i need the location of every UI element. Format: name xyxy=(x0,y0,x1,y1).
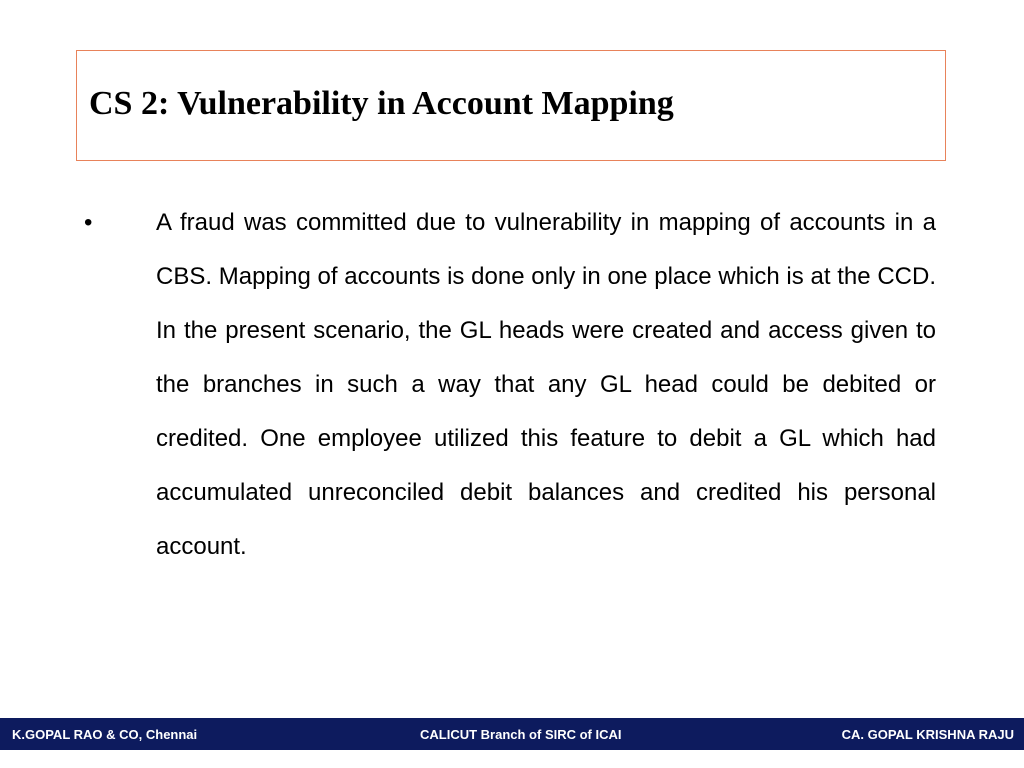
footer-branch-name: CALICUT Branch of SIRC of ICAI xyxy=(420,727,622,742)
footer-presenter-name: CA. GOPAL KRISHNA RAJU xyxy=(841,727,1014,742)
bullet-marker: • xyxy=(84,209,93,236)
slide-title: CS 2: Vulnerability in Account Mapping xyxy=(89,85,674,122)
bullet-text: A fraud was committed due to vulnerability in mapping of accounts in a CBS. Mapping of accounts is done only in one place which is at the CCD. In the present scenario, the GL heads were created and access given to the branches in such a way that any GL head could be debited or credited. One employee utilized this feature to debit a GL which had accumulated unreconciled debit balances and credited his personal account. xyxy=(156,209,936,560)
footer-bar xyxy=(0,718,1024,750)
title-box xyxy=(76,50,946,161)
footer-firm-name: K.GOPAL RAO & CO, Chennai xyxy=(12,727,198,742)
